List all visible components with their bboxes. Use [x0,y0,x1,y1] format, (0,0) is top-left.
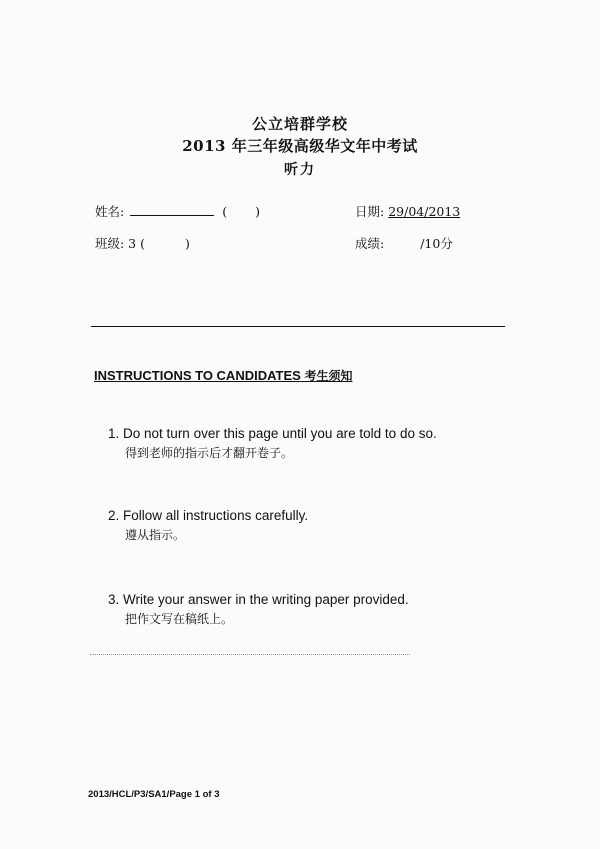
name-label: 姓名: [95,204,125,219]
instruction-text-en: Do not turn over this page until you are told to do so. [123,426,437,441]
class-field [95,234,190,252]
instruction-item [108,426,437,461]
name-blank[interactable] [130,205,214,216]
class-paren-close: ) [185,236,190,251]
instruction-text-en: Write your answer in the writing paper provided. [123,592,409,607]
instruction-number: 1. [108,426,120,441]
date-label: 日期: [355,204,385,219]
instructions-title [94,367,352,384]
class-label: 班级: 3 ( [95,236,145,251]
instruction-text-zh: 遵从指示。 [125,528,186,542]
page-footer: 2013/HCL/P3/SA1/Page 1 of 3 [88,789,220,800]
instructions-title-zh: 考生须知 [304,369,353,383]
instruction-text-zh: 得到老师的指示后才翻开卷子。 [125,446,294,460]
instruction-item [108,508,308,543]
score-field [355,234,453,252]
name-paren-close: ) [255,204,260,219]
instruction-item [108,592,409,627]
score-label: 成绩: [355,236,385,251]
instruction-number: 2. [108,508,120,523]
instruction-text-en: Follow all instructions carefully. [123,508,309,523]
instruction-number: 3. [108,592,120,607]
score-value: /10分 [420,236,453,251]
horizontal-divider [91,326,505,327]
instructions-title-en: INSTRUCTIONS TO CANDIDATES [94,368,301,383]
scan-artifact-line [90,654,410,655]
name-field [95,202,260,220]
date-field [355,202,460,220]
paper-title: 听力 [284,162,316,178]
name-paren-open: ( [222,204,228,219]
school-name: 公立培群学校 [251,115,348,133]
instruction-text-zh: 把作文写在稿纸上。 [125,612,234,626]
date-value: 29/04/2013 [388,204,461,219]
exam-title: 2013 年三年级高级华文年中考试 [182,137,418,155]
